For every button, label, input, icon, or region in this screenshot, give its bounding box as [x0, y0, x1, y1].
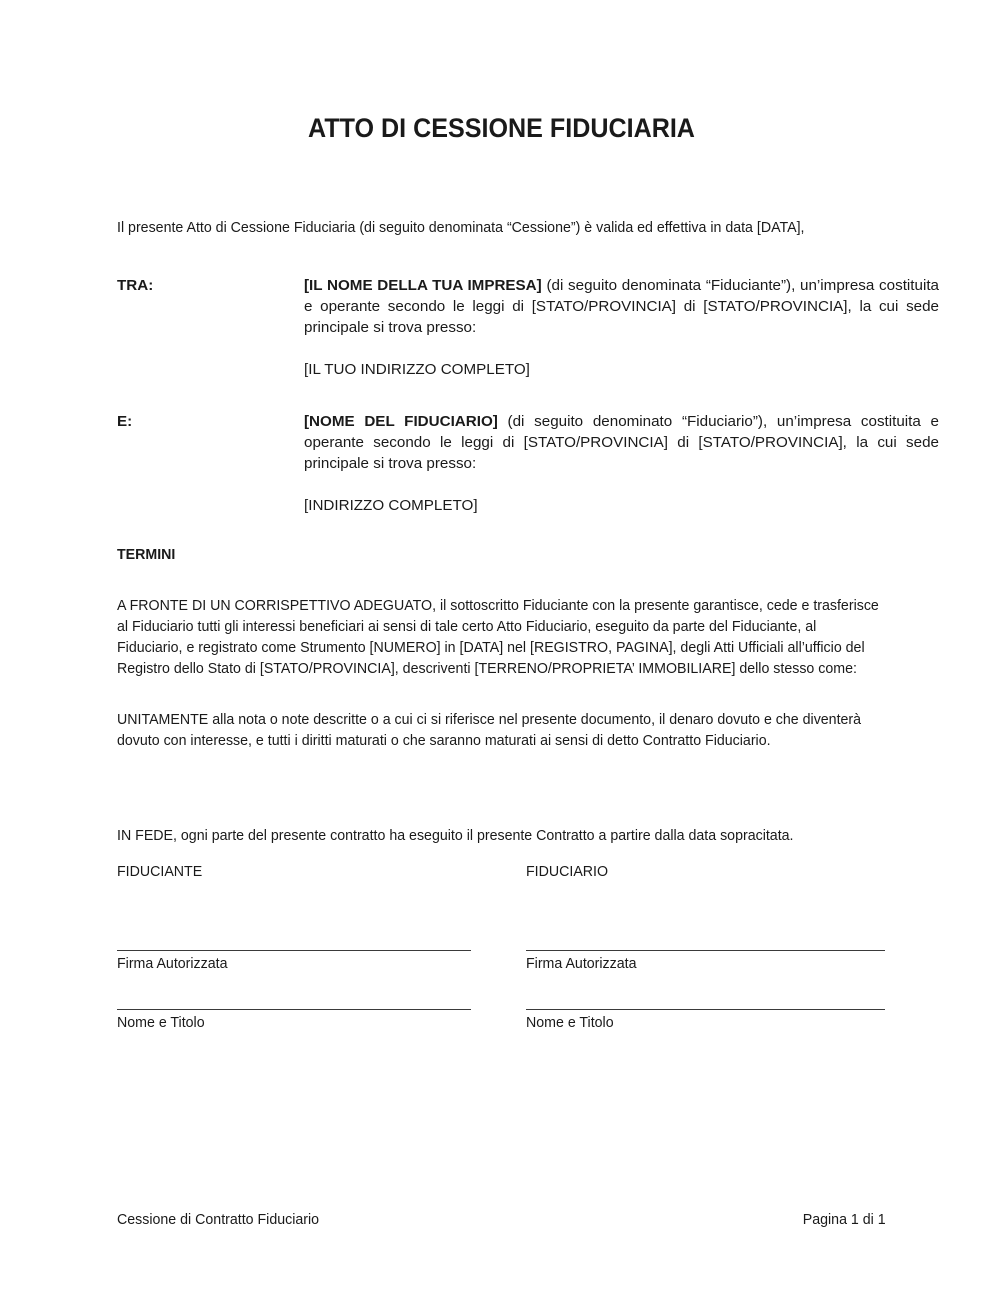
page-footer — [117, 1210, 886, 1230]
party-name-e: [NOME DEL FIDUCIARIO] — [304, 413, 498, 430]
signature-party-label-right: FIDUCIARIO — [526, 863, 609, 880]
party-description-e: (di seguito denominato “Fiduciario”), un’impresa costituita e operante secondo le leggi di [STATO/PROVINCIA] di [STATO/PROVINCIA], la cui sede principale si trova presso: — [304, 413, 940, 472]
name-title-caption-left: Nome e Titolo — [117, 1014, 205, 1031]
signature-block-assignee — [526, 861, 885, 1033]
party-block-assignee — [117, 411, 939, 516]
terms-paragraph-2: UNITAMENTE alla nota o note descritte o a cui ci si riferisce nel presente documento, il denaro dovuto e che diventerà dovuto con interesse, e tutti i diritti maturati o che saranno maturati ai sensi di detto Contratto Fiduciario. — [117, 711, 862, 750]
name-title-line-left[interactable] — [117, 1009, 471, 1010]
party-address-e: [INDIRIZZO COMPLETO] — [304, 497, 478, 514]
party-body-e — [304, 411, 939, 474]
section-heading-termini: TERMINI — [117, 546, 176, 563]
signature-caption-left: Firma Autorizzata — [117, 955, 228, 972]
party-name-tra: [IL NOME DELLA TUA IMPRESA] — [304, 277, 542, 294]
footer-document-name: Cessione di Contratto Fiduciario — [117, 1211, 320, 1228]
party-label-e: E: — [117, 413, 133, 430]
signature-caption-right: Firma Autorizzata — [526, 955, 637, 972]
party-address-tra: [IL TUO INDIRIZZO COMPLETO] — [304, 361, 530, 378]
page-title: ATTO DI CESSIONE FIDUCIARIA — [308, 113, 695, 143]
terms-paragraph-3: IN FEDE, ogni parte del presente contratto ha eseguito il presente Contratto a partire dalla data sopracitata. — [117, 827, 794, 845]
footer-page-number: Pagina 1 di 1 — [803, 1211, 886, 1228]
party-label-tra: TRA: — [117, 277, 154, 294]
signature-line-right[interactable] — [526, 950, 885, 951]
party-description-tra: (di seguito denominata “Fiduciante”), un’impresa costituita e operante secondo le leggi di [STATO/PROVINCIA] di [STATO/PROVINCIA], la cui sede principale si trova presso: — [304, 277, 939, 336]
name-title-caption-right: Nome e Titolo — [526, 1014, 614, 1031]
terms-paragraph-1: A FRONTE DI UN CORRISPETTIVO ADEGUATO, il sottoscritto Fiduciante con la presente garantisce, cede e trasferisce al Fiduciario tutti gli interessi beneficiari ai sensi di tale certo Atto Fiduciario, eseguito da parte del Fiduciante, al Fiduciario, e registrato come Strumento [NUMERO] in [DATA] nel [REGISTRO, PAGINA], degli Atti Ufficiali all’ufficio del Registro dello Stato di [STATO/PROVINCIA], descriventi [TERRENO/PROPRIETA’ IMMOBILIARE] dello stesso come: — [117, 597, 879, 678]
signature-party-label-left: FIDUCIANTE — [117, 863, 203, 880]
signature-block-assignor — [117, 861, 471, 1033]
signature-line-left[interactable] — [117, 950, 471, 951]
name-title-line-right[interactable] — [526, 1009, 885, 1010]
party-body-tra — [304, 275, 939, 338]
party-block-assignor — [117, 275, 939, 380]
intro-paragraph: Il presente Atto di Cessione Fiduciaria (di seguito denominata “Cessione”) è valida ed effettiva in data [DATA], — [117, 219, 805, 237]
